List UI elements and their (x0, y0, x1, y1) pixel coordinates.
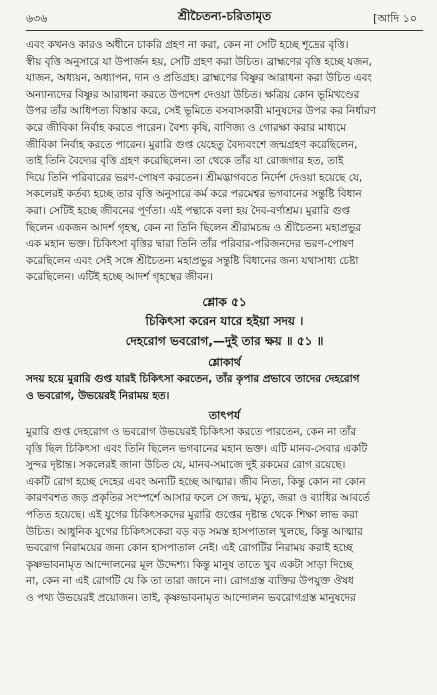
text-line: এক মহান ভক্ত। চিকিৎসা বৃত্তির দ্বারা তিনি তাঁর পরিবার-পরিজনদের ভরণ-পোষণ (26, 238, 354, 251)
translation-heading: শ্লোকার্থ (208, 355, 241, 369)
purport-continued (26, 37, 423, 286)
text-line: একটি রোগ হচ্ছে দেহের এবং অন্যটি হচ্ছে আত্মার। জীব নিত্য, কিন্তু কোন না কোন (26, 475, 366, 488)
text-line: ও ভবরোগ, উভয়েরই নিরাময় হত। (26, 389, 170, 402)
text-line: কৃষ্ণভাবনামৃত আন্দোলনের মূল উদ্দেশ্য। কিন্তু মানুষ তাতে খুব একটা সাড়া দিচ্ছে (26, 558, 353, 571)
text-line: ও পথ্য উভয়েরই প্রয়োজন। তাই, কৃষ্ণভাবনামৃত আন্দোলন ভবরোগগ্রস্ত মানুষদের (26, 592, 356, 605)
text-line: সকলেরই কর্তব্য হচ্ছে তার বৃত্তি অনুসারে কর্ম করে পরমেশ্বর ভগবানের সন্তুষ্টি বিধান (26, 188, 362, 201)
text-line: সদয় হয়ে মুরারি গুপ্ত যারই চিকিৎসা করতেন, তাঁর কৃপার প্রভাবে তাদের দেহরোগ (26, 372, 360, 385)
text-line: বৃত্তি ছিল চিকিৎসা এবং তিনি ছিলেন ভগবানের মহান ভক্ত। এটি মানব-সেবার একটি (26, 442, 368, 455)
text-line: যাজন, অধ্যয়ন, অধ্যাপন, দান ও প্রতিগ্রহ। ব্রাহ্মণের বিষ্ণুর আরাধনা করা উচিত এবং (26, 72, 372, 85)
running-title: শ্রীচৈতন্য-চরিতামৃত (177, 9, 272, 23)
text-line: এবং কখনও কারও অধীনে চাকরি গ্রহণ না করা, কেন না সেটি হচ্ছে শূদ্রের বৃত্তি। (26, 39, 349, 51)
verse-line-2: দেহরোগ ভবরোগ,—দুই তার ক্ষয় ॥ ৫১ ॥ (125, 333, 324, 348)
page-number: ৬৩৬ (26, 12, 48, 25)
text-line: পতিত হয়েছে। এই যুগের চিকিৎসকদের মুরারি গুপ্তের দৃষ্টান্ত থেকে শিক্ষা লাভ করা (26, 509, 358, 522)
purport-heading: তাৎপর্য (208, 409, 241, 423)
text-line: স্বীয় বৃত্তি অনুসারে যা উপার্জন হয়, সেটি গ্রহণ করা উচিত। ব্রাহ্মণের বৃত্তি হচ্ছে যজন, (26, 55, 372, 68)
verse-line-1: চিকিৎসা করেন যারে হইয়া সদয় । (145, 313, 304, 328)
verse-heading: শ্লোক ৫১ (202, 294, 247, 309)
text-line: কারণবশত জড় প্রকৃতির সংস্পর্শে আসার ফলে সে জন্ম, মৃত্যু, জরা ও ব্যাধির আবর্তে (26, 492, 370, 505)
header-rule (26, 30, 423, 31)
text-line: সুন্দর দৃষ্টান্ত। সকলেরই জানা উচিত যে, মানব-সমাজে দুই রকমের রোগ রয়েছে। (26, 459, 346, 472)
translation-text (26, 371, 423, 404)
chapter-reference: [আদি ১০ (373, 12, 417, 25)
text-line: অন্যান্যদের বিষ্ণুর আরাধনা করতে উপদেশ দেওয়া উচিত। ক্ষত্রিয় কোন ভূমিখণ্ডের (26, 88, 360, 101)
text-line: দিয়ে তিনি পরিবারের ভরণ-পোষণ করতেন। শ্রীমদ্ভাগবতে নির্দেশ দেওয়া হয়েছে যে, (26, 171, 363, 184)
text-line: করেছিলেন। এটিই হচ্ছে আদর্শ গৃহস্থের জীবন। (26, 271, 213, 284)
text-line: ছিলেন একজন আদর্শ গৃহস্থ, কেন না তিনি ছিলেন শ্রীরামচন্দ্র ও শ্রীচৈতন্য মহাপ্রভুর (26, 221, 362, 234)
text-line: করেছিলেন এবং সেই সঙ্গে শ্রীচৈতন্য মহাপ্রভুর সন্তুষ্টি বিধানের জন্য যথাসাধ্য চেষ্টা (26, 254, 359, 267)
page-header (26, 6, 423, 30)
text-line: না, কেন না এই রোগটি যে কি তা তারা জানে না। রোগগ্রস্ত ব্যক্তির উপযুক্ত ঔষধ (26, 575, 354, 588)
text-line: জীবিকা নির্বাহ করতে পারেন। মুরারি গুপ্ত যেহেতু বৈদ্যবংশে জন্মগ্রহণ করেছিলেন, (26, 138, 358, 151)
text-line: তাই তিনি বৈদ্যের বৃত্তি গ্রহণ করেছিলেন। তা থেকে তাঁর যা রোজগার হত, তাই (26, 155, 344, 168)
text-line: উপর তাঁর আধিপত্য বিস্তার করে, সেই ভূমিতে বসবাসকারী মানুষদের উপর কর নির্ধারণ (26, 105, 377, 118)
text-line: করা। সেটিই হচ্ছে জীবনের পূর্ণতা। এই পন্থাকে বলা হয় দৈব-বর্ণাশ্রম। মুরারি গুপ্ত (26, 204, 350, 217)
purport-text (26, 424, 423, 607)
text-line: মুরারি গুপ্ত দেহরোগ ও ভবরোগ উভয়েরই চিকিৎসা করতে পারতেন, কেন না তাঁর (26, 426, 357, 439)
text-line: উচিত। আধুনিক যুগের চিকিৎসকেরা বড় বড় সমস্ত হাসপাতাল খুলছে, কিন্তু আত্মার (26, 525, 363, 538)
text-line: করে জীবিকা নির্বাহ করতে পারেন। বৈশ্য কৃষি, বাণিজ্য ও গোরক্ষা করার মাধ্যমে (26, 121, 346, 134)
text-line: ভবরোগ নিরাময়ের জন্য কোন হাসপাতাল নেই। এই রোগটির নিরাময় করাই হচ্ছে (26, 542, 353, 555)
